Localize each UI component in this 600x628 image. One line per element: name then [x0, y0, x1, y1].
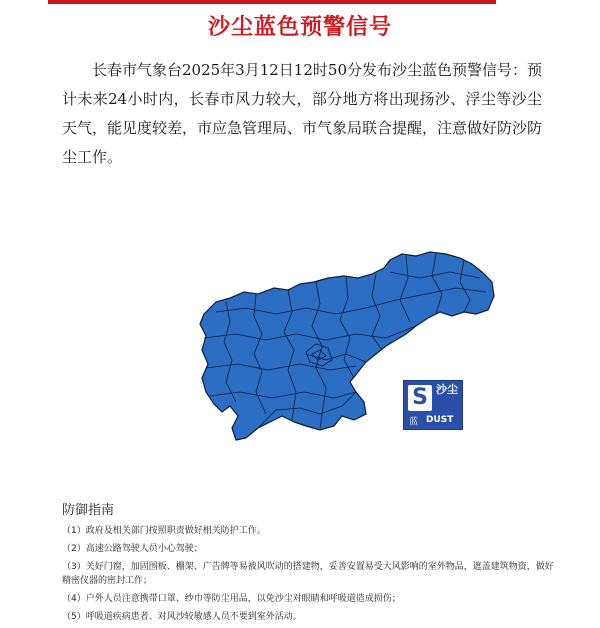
guide-title: 防御指南 [62, 503, 115, 518]
dust-s-letter: S [408, 385, 432, 411]
guide-list [62, 524, 562, 628]
dust-label-en: DUST [426, 415, 454, 425]
guide-item: （2）高速公路驾驶人员小心驾驶； [62, 544, 203, 554]
guide-item: （5）呼吸道疾病患者、对风沙较敏感人员不要到室外活动。 [62, 612, 302, 622]
top-red-bar [48, 0, 496, 4]
guide-item: （3）关好门窗，加固围板、棚架、广告牌等易被风吹动的搭建物，妥善安置易受大风影响的室外物品，遮盖建筑物资，做好精密仪器的密封工作； [62, 562, 554, 586]
bulletin-text: 长春市气象台2025年3月12日12时50分发布沙尘蓝色预警信号：预计未来24小时内，长春市风力较大，部分地方将出现扬沙、浮尘等沙尘天气，能见度较差，市应急管理局、市气象局联合提醒，注意做好防沙防尘工作。 [62, 61, 543, 166]
guide-item: （1）政府及相关部门按照职责做好相关防护工作。 [62, 526, 266, 536]
dust-label-cn: 沙尘 [436, 383, 458, 396]
page-title: 沙尘蓝色预警信号 [207, 15, 392, 40]
dust-warning-icon [403, 380, 463, 430]
guide-item: （4）户外人员注意携带口罩、纱巾等防尘用品，以免沙尘对眼睛和呼吸道造成损伤； [62, 594, 401, 604]
dust-level-cn: 蓝 [409, 417, 419, 427]
